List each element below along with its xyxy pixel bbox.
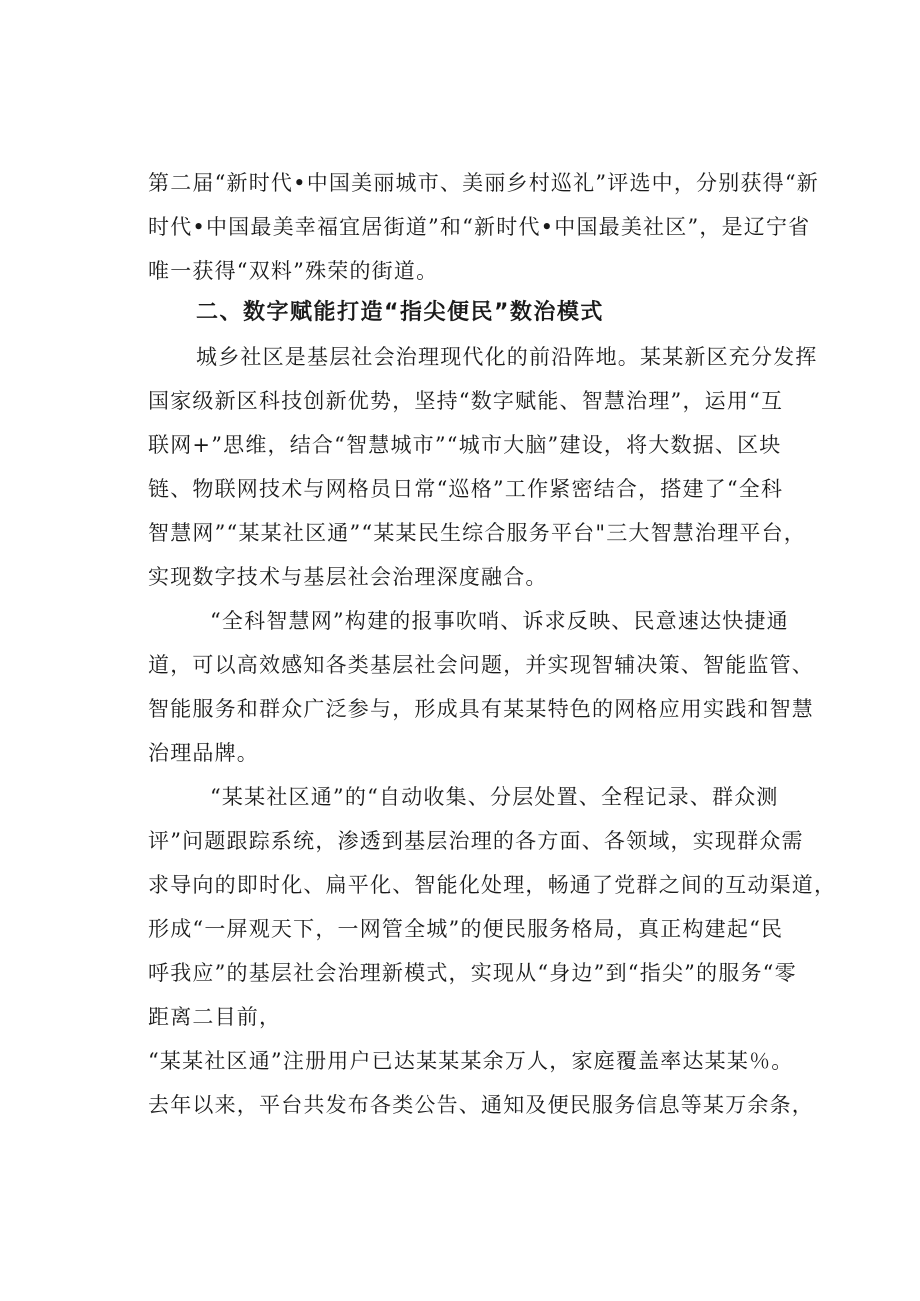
paragraph-line: 评”问题跟踪系统，渗透到基层治理的各方面、各领域，实现群众需: [148, 829, 804, 853]
paragraph-line: 治理品牌。: [148, 741, 259, 765]
paragraph-line: 去年以来，平台共发布各类公告、通知及便民服务信息等某万余条，: [148, 1093, 814, 1117]
paragraph-line: 唯一获得“双料”殊荣的街道。: [148, 259, 439, 283]
section-heading: 二、数字赋能打造“指尖便民”数治模式: [196, 300, 604, 325]
paragraph-line: 智慧网”“某某社区通”“某某民生综合服务平台"三大智慧治理平台，: [148, 521, 806, 545]
paragraph-line: 时代•中国最美幸福宜居街道”和“新时代•中国最美社区”，是辽宁省: [148, 215, 811, 239]
paragraph-line: 第二届“新时代•中国美丽城市、美丽乡村巡礼”评选中，分别获得“新: [148, 171, 819, 195]
paragraph-line: “某某社区通”注册用户已达某某某余万人，家庭覆盖率达某某％。: [148, 1049, 794, 1073]
paragraph-line: 道，可以高效感知各类基层社会问题，并实现智辅决策、智能监管、: [148, 653, 814, 677]
paragraph-line: 国家级新区科技创新优势，坚持“数字赋能、智慧治理”，运用“互: [148, 389, 784, 413]
paragraph-line: 呼我应”的基层社会治理新模式，实现从“身边”到“指尖”的服务“零: [148, 961, 797, 985]
paragraph-line: 城乡社区是基层社会治理现代化的前沿阵地。某某新区充分发挥: [196, 345, 818, 369]
paragraph-line: 实现数字技术与基层社会治理深度融合。: [148, 565, 548, 589]
paragraph-line: 求导向的即时化、扁平化、智能化处理，畅通了党群之间的互动渠道，: [148, 873, 837, 897]
paragraph-line: “全科智慧网”构建的报事吹哨、诉求反映、民意速达快捷通: [210, 609, 789, 633]
paragraph-line: 联网+”思维，结合“智慧城市”“城市大脑”建设，将大数据、区块: [148, 433, 782, 457]
paragraph-line: 链、物联网技术与网格员日常“巡格”工作紧密结合，搭建了“全科: [148, 477, 784, 501]
paragraph-line: 形成“一屏观天下，一网管全城”的便民服务格局，真正构建起“民: [148, 917, 784, 941]
paragraph-line: 距离二目前，: [148, 1005, 282, 1029]
paragraph-line: 智能服务和群众广泛参与，形成具有某某特色的网格应用实践和智慧: [148, 697, 814, 721]
paragraph-line: “某某社区通”的“自动收集、分层处置、全程记录、群众测: [210, 785, 779, 809]
